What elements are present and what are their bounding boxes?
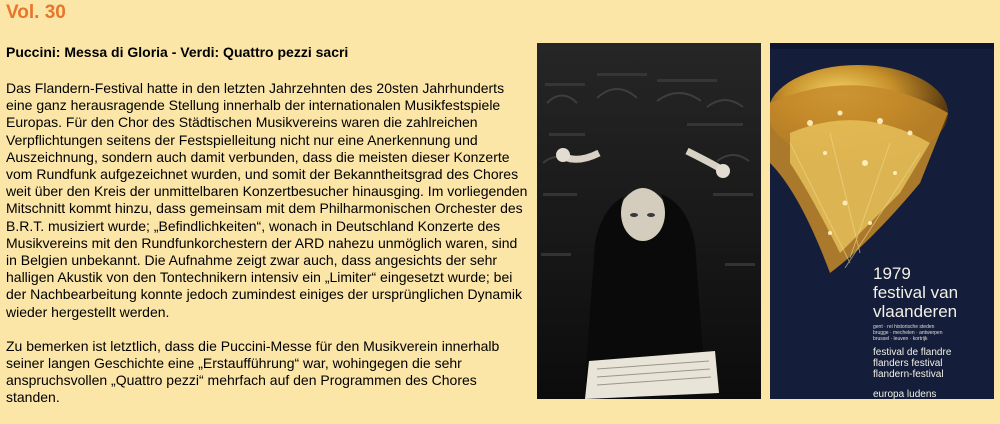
poster-year: 1979: [873, 264, 911, 283]
poster-city-line: brugge · mechelen · antwerpen: [873, 330, 943, 336]
poster-title-line1: festival van: [873, 283, 959, 302]
poster-title-line2: vlaanderen: [873, 302, 958, 321]
poster-city-line: brussel · leuven · kortrijk: [873, 336, 928, 342]
paragraph: Zu bemerken ist letztlich, dass die Puccini-Messe für den Musikverein innerhalb seiner langen Geschichte eine „Erstaufführung“ war, wohingegen die sehr anspruchsvollen „Quattro pezzi“ mehrfach auf den Programmen des Chores standen.: [6, 337, 500, 406]
article-body: [6, 80, 528, 424]
article-title: Puccini: Messa di Gloria - Verdi: Quattro pezzi sacri: [6, 44, 349, 60]
poster-alt-name: flanders festival: [873, 358, 943, 369]
poster-alt-names: [873, 347, 993, 380]
festival-poster: [770, 43, 994, 399]
poster-text: [873, 265, 993, 399]
poster-alt-name: flandern-festival: [873, 369, 944, 380]
poster-cities: [873, 324, 993, 342]
poster-city-line: gent · rei historische steden: [873, 324, 935, 330]
volume-heading: Vol. 30: [6, 2, 66, 23]
conductor-photo-art: [537, 43, 761, 399]
paragraph: Das Flandern-Festival hatte in den letzten Jahrzehnten des 20sten Jahrhunderts eine ganz herausragende Stellung innerhalb der internationalen Musikfestspiele Europas. Für den Chor des Städtischen Musikvereins waren die zahlreichen Verpflichtungen seitens der Festspielleitung nicht nur eine Anerkennung und Auszeichnung, sondern auch damit verbunden, dass die meisten dieser Konzerte vom Rundfunk aufgezeichnet wurden, und somit der Bekanntheitsgrad des Chores weit über den Kreis der unmittelbaren Konzertbesucher hinausging. Im vorliegenden Mitschnitt kommt hinzu, dass gemeinsam mit dem Philharmonischen Orchester des B.R.T. musiziert wurde; „Befindlichkeiten“, wonach in Deutschland Konzerte des Musikvereins mit den Rundfunkorchestern der ARD nahezu unmöglich waren, sind in Belgien unbekannt. Die Aufnahme zeigt zwar auch, dass angesichts der sehr halligen Akustik von den Tontechnikern intensiv ein „Limiter“ eingesetzt wurde; bei der Nachbearbeitung konnte jedoch zumindest einiges der ursprünglichen Dynamik wieder hergestellt werden.: [6, 80, 528, 320]
poster-alt-name: festival de flandre: [873, 347, 952, 358]
poster-footer: europa ludens: [873, 389, 937, 399]
conductor-photo: [537, 43, 761, 399]
